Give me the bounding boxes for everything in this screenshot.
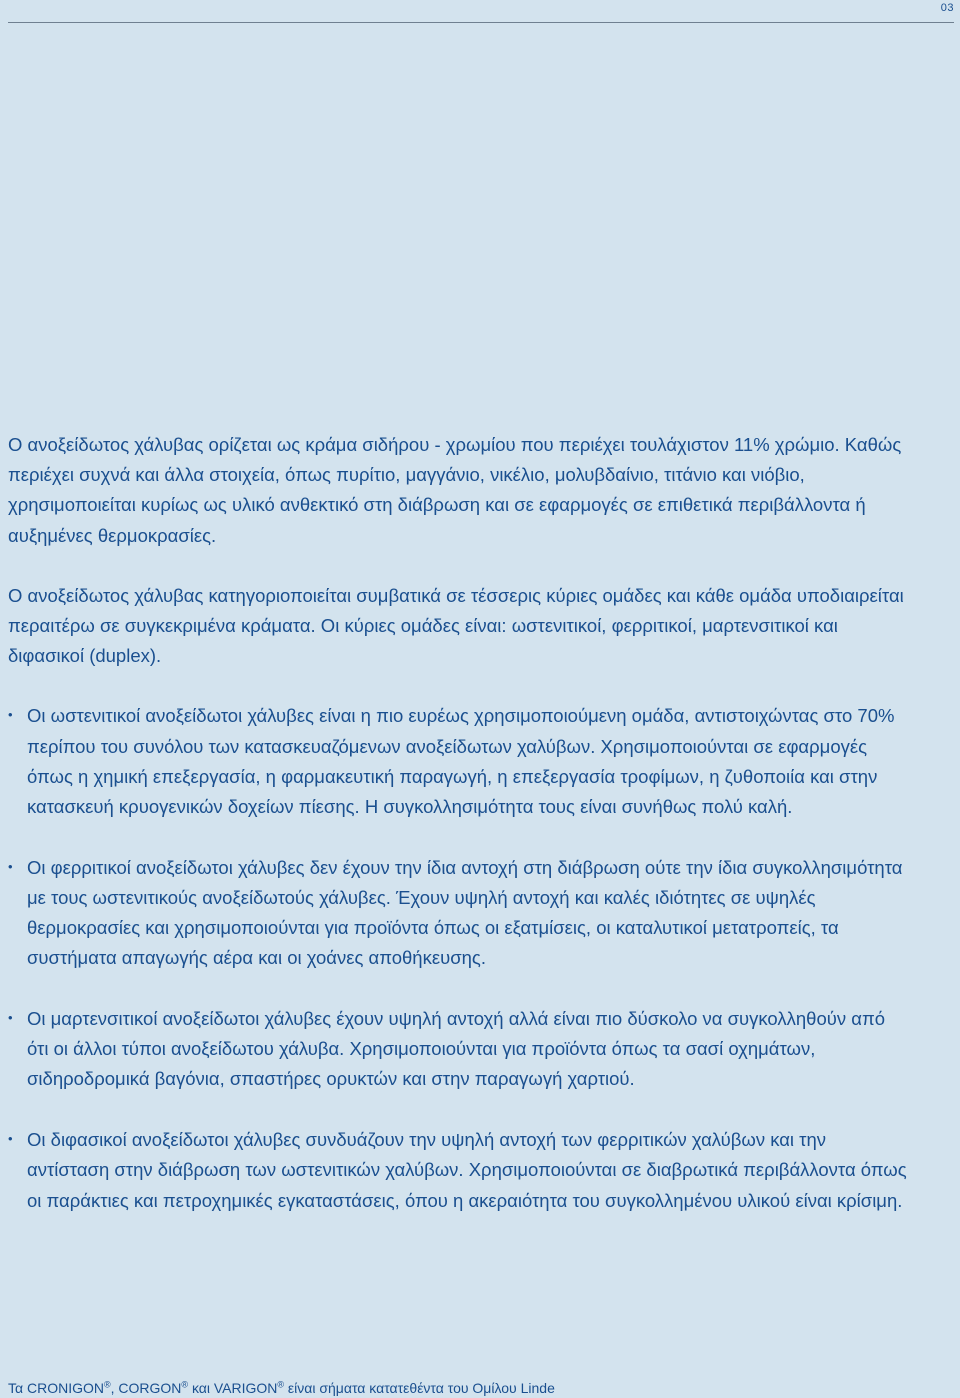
list-item-duplex: [8, 1125, 908, 1216]
list-item-text: Οι διφασικοί ανοξείδωτοι χάλυβες συνδυάζουν την υψηλή αντοχή των φερριτικών χαλύβων και την αντίσταση στην διάβρωση των ωστενιτικών χαλύβων. Χρησιμοποιούνται σε διαβρωτικά περιβάλλοντα όπως οι παράκτιες και πετροχημικές εγκαταστάσεις, όπου η ακεραιότητα του συγκολλημένου υλικού είναι κρίσιμη.: [27, 1129, 907, 1211]
footer-prefix: Τα: [8, 1380, 27, 1396]
bullet-icon: •: [8, 1010, 13, 1026]
footer-separator: και: [188, 1380, 214, 1396]
main-content: [8, 430, 908, 1216]
list-item-austenitic: [8, 701, 908, 822]
brand-varigon: VARIGON: [213, 1380, 278, 1396]
list-item-text: Οι ωστενιτικοί ανοξείδωτοι χάλυβες είναι η πιο ευρέως χρησιμοποιούμενη ομάδα, αντιστοιχώντας στο 70% περίπου του συνόλου των κατασκευαζόμενων ανοξείδωτων χαλύβων. Χρησιμοποιούνται σε εφαρμογές όπως η χημική επεξεργασία, η φαρμακευτική παραγωγή, η επεξεργασία τροφίμων, η ζυθοποιία και στην κατασκευή κρυογενικών δοχείων πίεσης. Η συγκολλησιμότητα τους είναι συνήθως πολύ καλή.: [27, 705, 895, 818]
list-item-ferritic: [8, 853, 908, 974]
brand-corgon: CORGON: [118, 1380, 182, 1396]
bullet-icon: •: [8, 1131, 13, 1147]
steel-groups-list: [8, 701, 908, 1215]
classification-paragraph: Ο ανοξείδωτος χάλυβας κατηγοριοποιείται συμβατικά σε τέσσερις κύριες ομάδες και κάθε ομάδα υποδιαιρείται περαιτέρω σε συγκεκριμένα κράματα. Οι κύριες ομάδες είναι: ωστενιτικοί, φερριτικοί, μαρτενσιτικοί και διφασικοί (duplex).: [8, 584, 904, 667]
footer-suffix: είναι σήματα κατατεθέντα του Ομίλου Linde: [284, 1380, 555, 1396]
header-divider: [8, 22, 954, 23]
bullet-icon: •: [8, 707, 13, 723]
registered-mark: ®: [277, 1379, 285, 1390]
bullet-icon: •: [8, 858, 13, 874]
list-item-text: Οι μαρτενσιτικοί ανοξείδωτοι χάλυβες έχουν υψηλή αντοχή αλλά είναι πιο δύσκολο να συγκολληθούν από ότι οι άλλοι τύποι ανοξείδωτου χάλυβα. Χρησιμοποιούνται για προϊόντα όπως τα σασί οχημάτων, σιδηροδρομικά βαγόνια, σπαστήρες ορυκτών και στην παραγωγή χαρτιού.: [27, 1008, 885, 1090]
list-item-martensitic: [8, 1004, 908, 1095]
intro-paragraph: Ο ανοξείδωτος χάλυβας ορίζεται ως κράμα σιδήρου - χρωμίου που περιέχει τουλάχιστον 11% χρώμιο. Καθώς περιέχει συχνά και άλλα στοιχεία, όπως πυρίτιο, μαγγάνιο, νικέλιο, μολυβδαίνιο, τιτάνιο και νιόβιο, χρησιμοποιείται κυρίως ως υλικό ανθεκτικό στη διάβρωση και σε εφαρμογές σε επιθετικά περιβάλλοντα ή αυξημένες θερμοκρασίες.: [8, 434, 902, 546]
footer-separator: ,: [110, 1380, 119, 1396]
registered-mark: ®: [104, 1379, 111, 1390]
brand-cronigon: CRONIGON: [27, 1380, 104, 1396]
trademark-footnote: [8, 1380, 555, 1396]
registered-mark: ®: [181, 1379, 189, 1390]
list-item-text: Οι φερριτικοί ανοξείδωτοι χάλυβες δεν έχουν την ίδια αντοχή στη διάβρωση ούτε την ίδια συγκολλησιμότητα με τους ωστενιτικούς ανοξείδωτούς χάλυβες. Έχουν υψηλή αντοχή και καλές ιδιότητες σε υψηλές θερμοκρασίες και χρησιμοποιούνται για προϊόντα όπως οι εξατμίσεις, οι καταλυτικοί μετατροπείς, τα συστήματα απαγωγής αέρα και οι χοάνες αποθήκευσης.: [27, 856, 903, 969]
page-number: 03: [940, 2, 954, 14]
